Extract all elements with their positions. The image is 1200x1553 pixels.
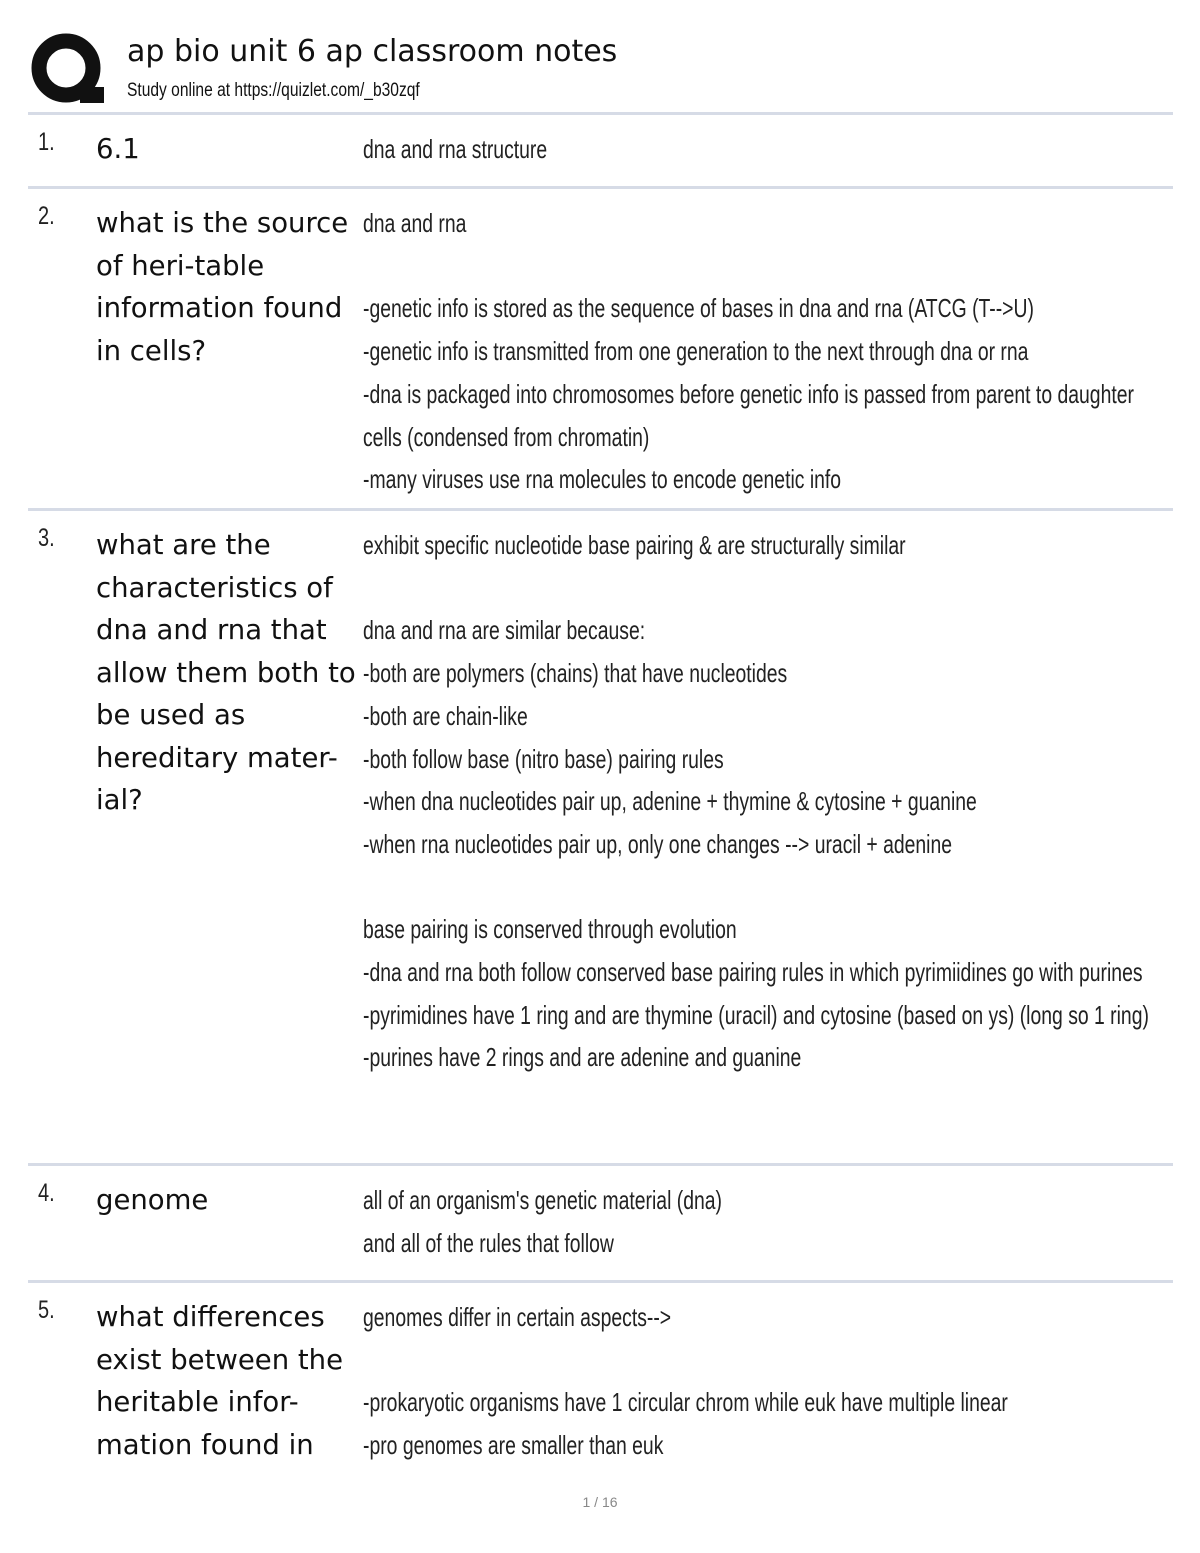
card-term: genome <box>96 1184 209 1216</box>
flashcard-row <box>28 1163 1173 1280</box>
card-number: 1. <box>38 128 55 156</box>
page-number: 1 / 16 <box>582 1494 618 1510</box>
page-header <box>30 30 1175 112</box>
flashcard-row <box>28 112 1173 186</box>
card-number: 5. <box>38 1296 55 1324</box>
flashcard-row <box>28 508 1173 1163</box>
card-number: 3. <box>38 524 55 552</box>
card-definition: all of an organism's genetic material (dna) and all of the rules that follow <box>363 1185 722 1258</box>
flashcard-row <box>28 1280 1173 1480</box>
page-title: ap bio unit 6 ap classroom notes <box>127 34 618 69</box>
study-online-link[interactable]: Study online at https://quizlet.com/_b30zqf <box>127 80 420 101</box>
card-definition: exhibit specific nucleotide base pairing & are structurally similar dna and rna are similar because: -both are polymers (chains) that have nucleotides -both are chain-like -both follow base (nitro base) pairing rules -when dna nucleotides pair up, adenine + thymine & cytosine + guanine -when rna nucleotides pair up, only one changes --> uracil + adenine base pairing is conserved through evolution -dna and rna both follow conserved base pairing rules in which pyrimiidines go with purines -pyrimidines have 1 ring and are thymine (uracil) and cytosine (based on ys) (long so 1 ring) -purines have 2 rings and are adenine and guanine <box>363 530 1149 1073</box>
card-term: what differences exist between the heritable infor-mation found in <box>96 1301 343 1461</box>
quizlet-logo-icon <box>30 32 106 108</box>
card-definition: dna and rna structure <box>363 134 548 164</box>
card-definition: dna and rna -genetic info is stored as the sequence of bases in dna and rna (ATCG (T-->U) -genetic info is transmitted from one generation to the next through dna or rna -dna is packaged into chromosomes before genetic info is passed from parent to daughter cells (condensed from chromatin) -many viruses use rna molecules to encode genetic info <box>363 208 1134 495</box>
card-number: 4. <box>38 1179 55 1207</box>
flashcard-row <box>28 186 1173 508</box>
card-definition: genomes differ in certain aspects--> -prokaryotic organisms have 1 circular chrom while euk have multiple linear -pro genomes are smaller than euk <box>363 1302 1008 1461</box>
card-term: what are the characteristics of dna and rna that allow them both to be used as hereditary mater-ial? <box>96 529 356 816</box>
card-term: what is the source of heri-table information found in cells? <box>96 207 349 367</box>
card-term: 6.1 <box>96 133 140 165</box>
card-number: 2. <box>38 202 55 230</box>
flashcard-list <box>28 112 1173 1480</box>
